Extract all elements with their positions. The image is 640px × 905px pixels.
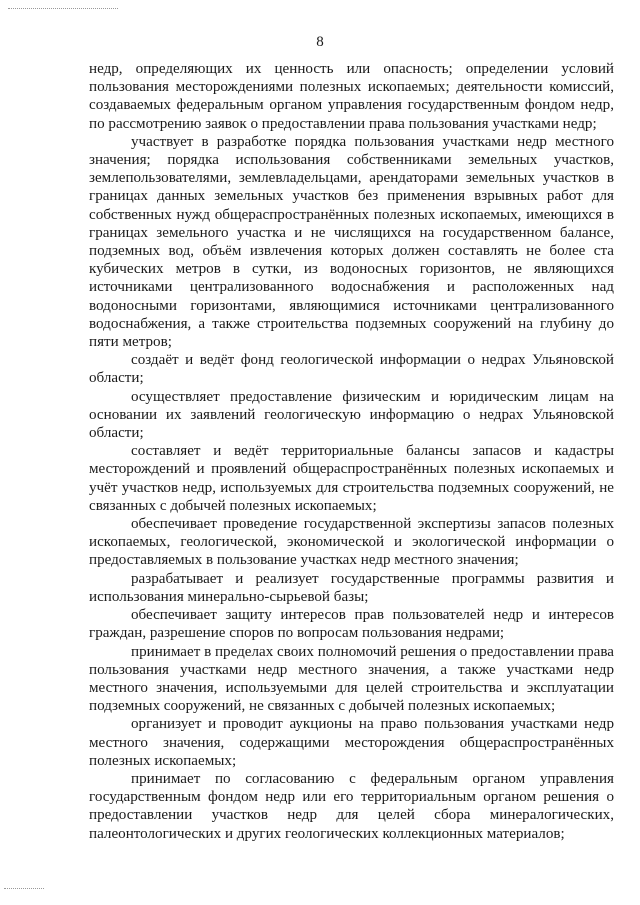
paragraph-11: принимает по согласованию с федеральным органом управления государственным фондом недр или его территориальным органом решения о предоставлении участков недр для целей сбора минералогических, палеонтологических и других геологических коллекционных материалов; bbox=[89, 770, 614, 842]
document-body bbox=[89, 60, 614, 843]
page-number: 8 bbox=[316, 34, 324, 50]
paragraph-1: недр, определяющих их ценность или опасность; определении условий пользования месторождениями полезных ископаемых; деятельности комиссий, создаваемых федеральным органом управления государственным фондом недр, по рассмотрению заявок о предоставлении права пользования участками недр; bbox=[89, 61, 614, 132]
paragraph-6: обеспечивает проведение государственной экспертизы запасов полезных ископаемых, геологической, экономической и экологической информации о предоставляемых в пользование участках недр местного значения; bbox=[89, 516, 614, 569]
paragraph-4: осуществляет предоставление физическим и юридическим лицам на основании их заявлений геологическую информацию о недрах Ульяновской области; bbox=[89, 388, 614, 442]
paragraph-3: создаёт и ведёт фонд геологической информации о недрах Ульяновской области; bbox=[89, 352, 614, 387]
paragraph-5: составляет и ведёт территориальные балансы запасов и кадастры месторождений и проявлений общераспространённых полезных ископаемых и учёт участков недр, используемых для строительства подземных сооружений, не связанных с добычей полезных ископаемых; bbox=[89, 443, 614, 514]
scan-edge-artifact-bottom bbox=[4, 888, 44, 889]
paragraph-2: участвует в разработке порядка пользования участками недр местного значения; порядка использования собственниками земельных участков, землепользователями, землевладельцами, арендаторами земельных участков в границах данных земельных участков без применения взрывных работ для собственных нужд общераспространённых полезных ископаемых, имеющихся в границах земельного участка и не числящихся на государственном балансе, подземных вод, объём извлечения которых должен составлять не более ста кубических метров в сутки, из водоносных горизонтов, не являющихся источниками централизованного водоснабжения и расположенных над водоносными горизонтами, являющимися источниками централизованного водоснабжения, а также строительства подземных сооружений на глубину до пяти метров; bbox=[89, 133, 614, 351]
paragraph-7: разрабатывает и реализует государственные программы развития и использования минерально-сырьевой базы; bbox=[89, 570, 614, 605]
paragraph-8: обеспечивает защиту интересов прав пользователей недр и интересов граждан, разрешение споров по вопросам пользования недрами; bbox=[89, 607, 614, 642]
paragraph-10: организует и проводит аукционы на право пользования участками недр местного значения, содержащими месторождения общераспространённых полезных ископаемых; bbox=[89, 716, 614, 769]
scan-edge-artifact-top bbox=[8, 8, 118, 9]
paragraph-9: принимает в пределах своих полномочий решения о предоставлении права пользования участками недр местного значения, а также участками недр местного значения, используемыми для целей строительства и эксплуатации подземных сооружений, не связанных с добычей полезных ископаемых; bbox=[89, 643, 614, 715]
